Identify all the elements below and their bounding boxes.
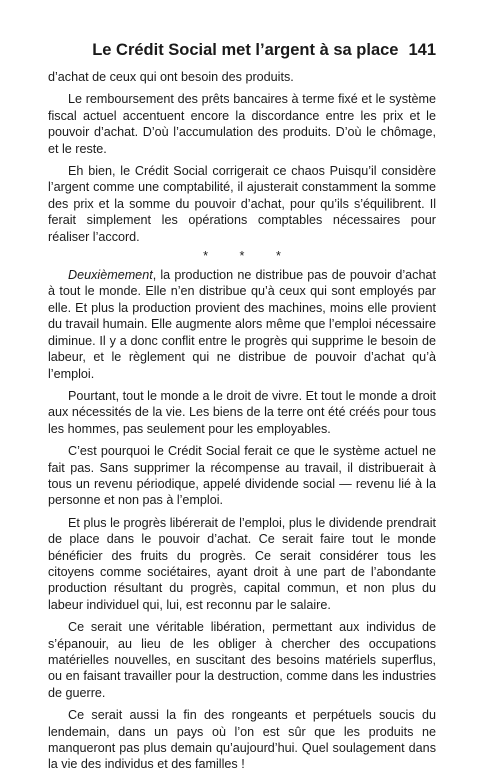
paragraph-8: Ce serait une véritable libération, permettant aux individus de s’épanouir, au lieu de les obliger à chercher des occupations matérielles nouvelles, en suscitant des besoins matériels superflus, ou en faisant travailler pour la destruction, comme dans les industries de guerre. xyxy=(48,620,436,700)
paragraph-4-text: , la production ne distribue pas de pouvoir d’achat à tout le monde. Elle n’en distribue qu’à ceux qui sont employés par elle. Et plus la production provient des machines, moins elle provient du travail humain. Elle augmente alors même que l’emploi nécessaire diminue. Il y a donc conflit entre le progrès qui supprime le besoin de labeur, et le règlement qui ne distribue de pouvoir d’achat qu’à l’emploi. xyxy=(48,268,436,381)
section-separator xyxy=(48,249,436,263)
separator-star: * xyxy=(239,249,245,264)
running-title: Le Crédit Social met l’argent à sa place xyxy=(92,41,399,59)
paragraph-6: C’est pourquoi le Crédit Social ferait ce que le système actuel ne fait pas. Sans supprimer la récompense au travail, il distribuerait à tous un revenu périodique, appelé dividende social — revenu lié à la personne et non pas à l’emploi. xyxy=(48,444,436,508)
paragraph-3: Eh bien, le Crédit Social corrigerait ce chaos Puisqu’il considère l’argent comme une comptabilité, il ajusterait constamment la somme des prix et la somme du pouvoir d’achat, pour qu’ils s’équilibrent. Il ferait simplement les opérations comptables nécessaires pour réaliser l’accord. xyxy=(48,164,436,244)
paragraph-4-italic-lead: Deuxièmement xyxy=(68,268,153,283)
paragraph-2: Le remboursement des prêts bancaires à terme fixé et le système fiscal actuel accentuent encore la discordance entre les prix et le pouvoir d’achat. D’où l’accumulation des produits. D’où le chômage, et le reste. xyxy=(48,92,436,156)
separator-star: * xyxy=(203,249,209,264)
paragraph-9: Ce serait aussi la fin des rongeants et perpétuels soucis du lendemain, dans un pays où l’on est sûr que les produits ne manqueront pas plus demain qu’aujourd’hui. Quel soulagement dans la vie des individus et des familles ! xyxy=(48,708,436,772)
running-head xyxy=(48,40,436,60)
paragraph-5: Pourtant, tout le monde a le droit de vivre. Et tout le monde a droit aux nécessités de la vie. Les biens de la terre ont été créés pour tous les hommes, pas seulement pour les employables. xyxy=(48,388,436,436)
body-text xyxy=(48,69,436,773)
page-number: 141 xyxy=(408,41,436,59)
paragraph-1: d’achat de ceux qui ont besoin des produits. xyxy=(48,70,294,84)
separator-star: * xyxy=(275,249,281,264)
paragraph-7: Et plus le progrès libérerait de l’emploi, plus le dividende prendrait de place dans le pouvoir d’achat. Ce serait faire tout le monde bénéficier des fruits du progrès. Ce serait considérer tous les citoyens comme sociétaires, ayant droit à une part de l’abondante production résultant du progrès, capital commun, et non plus du labeur individuel qui, lui, est reconnu par le salaire. xyxy=(48,515,436,612)
book-page xyxy=(48,40,436,779)
paragraph-4 xyxy=(48,267,436,382)
